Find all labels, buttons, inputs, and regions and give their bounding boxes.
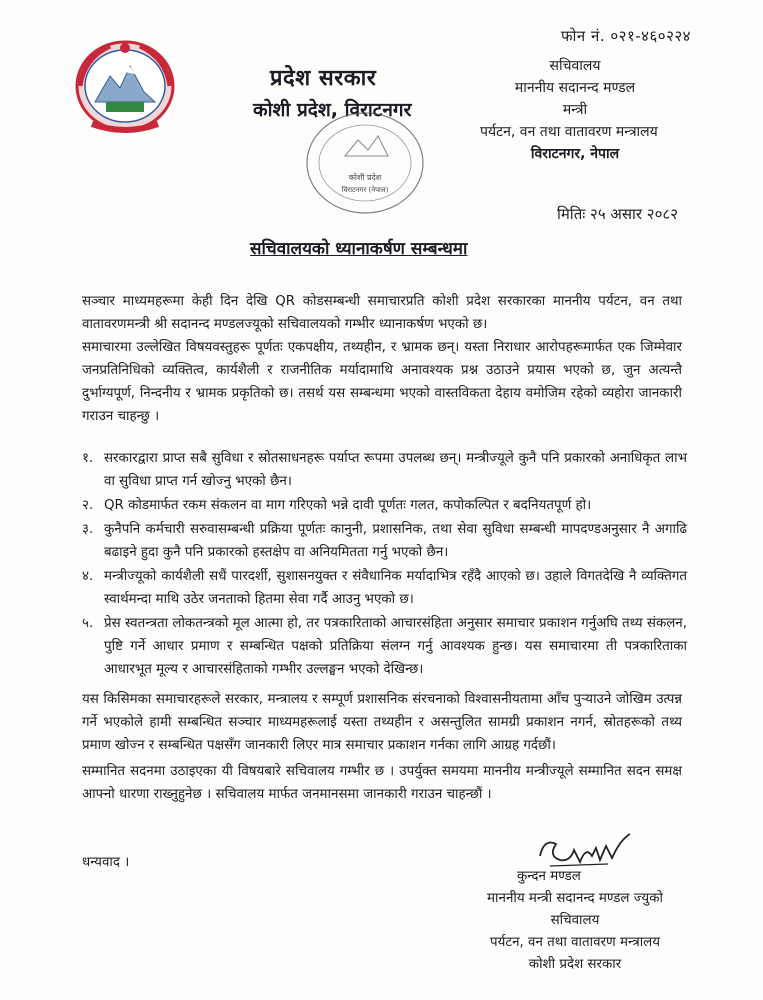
ministry-stamp-icon [290, 108, 440, 218]
office-line: विराटनगर, नेपाल [530, 146, 620, 162]
letter-date: मितिः २५ असार २०८२ [556, 205, 678, 223]
list-number: ३. [82, 522, 94, 537]
closing-paragraph: यस किसिमका समाचारहरूले सरकार, मन्त्रालय र सम्पूर्ण प्रशासनिक संरचनाको विश्वासनीयतामा आँच पुऱ्याउने जोखिम उत्पन्न गर्ने भएकोले हामी सम्बन्धित सञ्चार माध्यमहरूलाई यस्ता तथ्यहीन र असन्तुलित सामग्री प्रकाशन नगर्न, स्रोतहरूको तथ्य प्रमाण खोज्न र सम्बन्धित पक्षसँग जानकारी लिएर मात्र समाचार प्रकाशन गर्नका लागि आग्रह गर्दछौं। [82, 692, 682, 753]
signatory-line: माननीय मन्त्री सदानन्द मण्डल ज्युको [487, 891, 663, 906]
office-address-block [480, 55, 670, 165]
list-item [82, 565, 687, 611]
stamp-text: विराटनगर (नेपाल) [341, 186, 389, 194]
office-line: माननीय सदानन्द मण्डल [514, 80, 636, 96]
org-subtitle: कोशी प्रदेश, विराटनगर [253, 99, 412, 121]
list-number: १. [82, 451, 94, 466]
letter-subject: सचिवालयको ध्यानाकर्षण सम्बन्धमा [250, 239, 468, 259]
list-item [82, 494, 687, 517]
closing-paragraph: सम्मानित सदनमा उठाइएका यी विषयबारे सचिवालय गम्भीर छ । उपर्युक्त समयमा माननीय मन्त्रीज्यूले सम्मानित सदन समक्ष आफ्नो धारणा राख्नुहुनेछ । सचिवालय मार्फत जनमानसमा जानकारी गराउन चाहन्छौं । [82, 764, 682, 802]
list-text: सरकारद्वारा प्राप्त सबै सुविधा र स्रोतसाधनहरू पर्याप्त रूपमा उपलब्ध छन्। मन्त्रीज्यूले कुनै पनि प्रकारको अनाधिकृत लाभ वा सुविधा प्राप्त गर्न खोज्नु भएको छैन। [104, 451, 687, 489]
signature-block [455, 866, 695, 976]
list-item [82, 612, 687, 681]
office-line: पर्यटन, वन तथा वातावरण मन्त्रालय [480, 124, 658, 140]
phone-number: फोन नं. ०२१-४६०२२४ [560, 27, 691, 45]
list-text: मन्त्रीज्यूको कार्यशैली सधैं पारदर्शी, सुशासनयुक्त र संवैधानिक मर्यादाभित्र रहँदै आएको छ। उहाले विगतदेखि नै व्यक्तिगत स्वार्थमन्दा माथि उठेर जनताको हितमा सेवा गर्दै आउनु भएको छ। [104, 569, 687, 607]
list-number: ५. [82, 616, 94, 631]
list-text: कुनैपनि कर्मचारी सरुवासम्बन्धी प्रक्रिया पूर्णतः कानुनी, प्रशासनिक, तथा सेवा सुविधा सम्बन्धी मापदण्डअनुसार नै अगाढि बढाइने हुदा कुनै पनि प्रकारको हस्तक्षेप वा अनियमितता गर्नु भएको छैन। [104, 522, 687, 560]
signatory-line: सचिवालय [550, 913, 600, 928]
signatory-line: कोशी प्रदेश सरकार [528, 957, 622, 972]
thanks-text: धन्यवाद । [82, 855, 130, 870]
signatory-name: कुन्दन मण्डल [517, 869, 581, 884]
list-text: QR कोडमार्फत रकम संकलन वा माग गरिएको भन्ने दावी पूर्णतः गलत, कपोकल्पित र बदनियतपूर्ण हो। [104, 498, 592, 513]
stamp-text: कोशी प्रदेश [348, 173, 382, 182]
signatory-line: पर्यटन, वन तथा वातावरण मन्त्रालय [489, 935, 661, 950]
body-paragraphs [82, 290, 682, 428]
nepal-emblem-icon [70, 36, 180, 136]
paragraph: सञ्चार माध्यमहरूमा केही दिन देखि QR कोडसम्बन्धी समाचारप्रति कोशी प्रदेश सरकारका माननीय पर्यटन, वन तथा वातावरणमन्त्री श्री सदानन्द मण्डलज्यूको सचिवालयको गम्भीर ध्यानाकर्षण भएको छ। [82, 294, 682, 332]
org-title: प्रदेश सरकार [270, 66, 377, 91]
list-number: ४. [82, 569, 94, 584]
office-line: सचिवालय [549, 58, 601, 74]
clarification-list [82, 447, 687, 682]
list-text: प्रेस स्वतन्त्रता लोकतन्त्रको मूल आत्मा हो, तर पत्रकारिताको आचारसंहिता अनुसार समाचार प्रकाशन गर्नुअघि तथ्य संकलन, पुष्टि गर्ने आधार प्रमाण र सम्बन्धित पक्षको प्रतिक्रिया संलग्न गर्नु आवश्यक हुन्छ। यस समाचारमा ती पत्रकारिताका आधारभूत मूल्य र आचारसंहिताको गम्भीर उल्लङ्घन भएको देखिन्छ। [104, 616, 687, 677]
paragraph: समाचारमा उल्लेखित विषयवस्तुहरू पूर्णतः एकपक्षीय, तथ्यहीन, र भ्रामक छन्। यस्ता निराधार आरोपहरूमार्फत एक जिम्मेवार जनप्रतिनिधिको व्यक्तित्व, कार्यशैली र राजनीतिक मर्यादामाथि अनावश्यक प्रश्न उठाउने प्रयास भएको छ, जुन अत्यन्तै दुर्भाग्यपूर्ण, निन्दनीय र भ्रामक प्रकृतिको छ। तसर्थ यस सम्बन्धमा भएको वास्तविकता देहाय वमोजिम रहेको व्यहोरा जानकारी गराउन चाहन्छु । [82, 340, 682, 424]
office-line: मन्त्री [562, 102, 588, 118]
list-number: २. [82, 498, 94, 513]
list-item [82, 518, 687, 564]
list-item [82, 447, 687, 493]
